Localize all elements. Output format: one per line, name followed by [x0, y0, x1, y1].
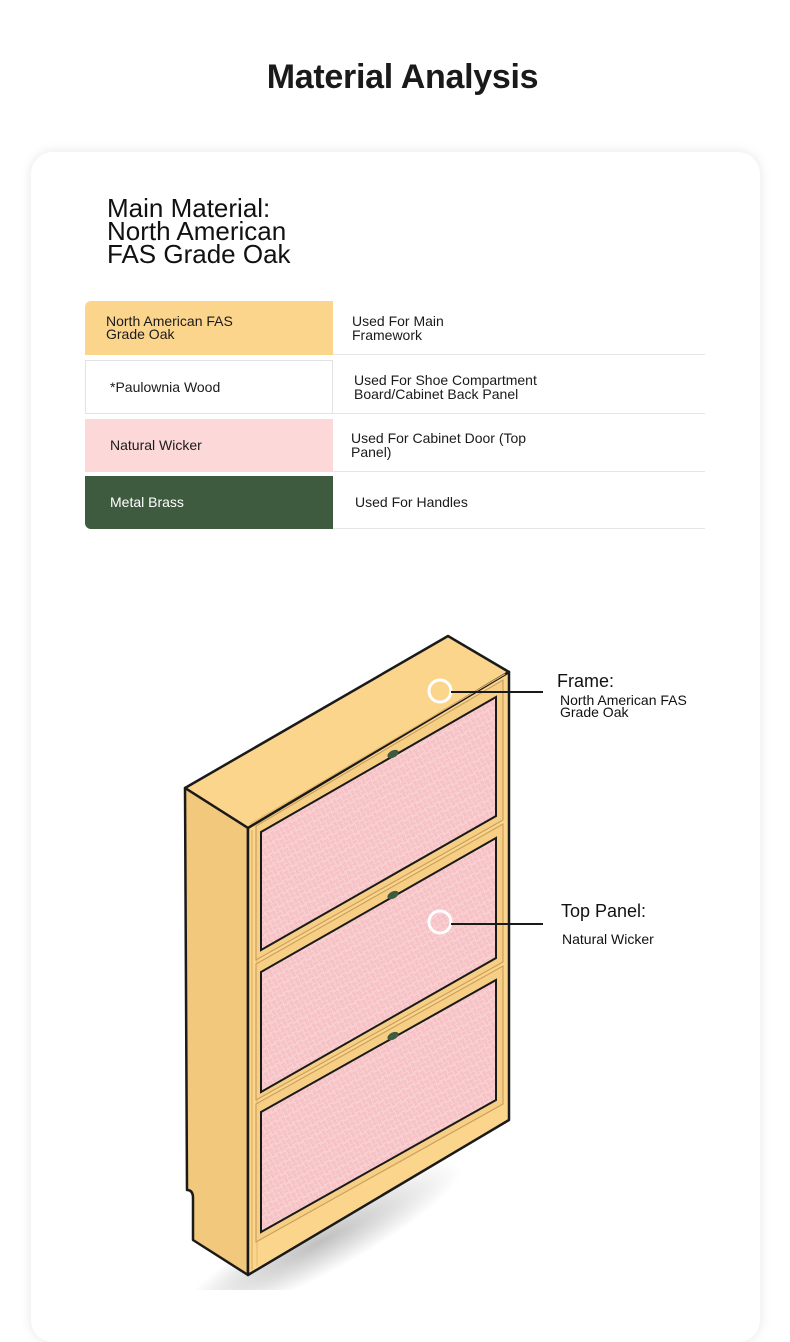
frame-callout-material: North American FAS Grade Oak	[560, 692, 687, 720]
frame-callout-title: Frame:	[557, 671, 615, 691]
material-row-oak	[85, 301, 705, 355]
shoe-cabinet-illustration	[160, 630, 720, 1290]
material-use: Used For Main Framework	[333, 301, 705, 355]
material-use: Used For Shoe Compartment Board/Cabinet Back Panel	[333, 360, 705, 414]
top-panel-callout-material: Natural Wicker	[562, 931, 654, 947]
material-use: Used For Handles	[333, 476, 705, 529]
cabinet-side-panel	[185, 788, 248, 1275]
material-name: Metal Brass	[85, 476, 333, 529]
top-panel-callout-title: Top Panel:	[561, 901, 647, 921]
material-name: *Paulownia Wood	[85, 360, 333, 414]
page-title: Material Analysis	[266, 58, 539, 96]
material-name: North American FAS Grade Oak	[85, 301, 333, 355]
material-name: Natural Wicker	[85, 419, 333, 472]
main-material-heading: Main Material: North American FAS Grade Oak	[107, 193, 291, 269]
material-row-wicker	[85, 419, 705, 472]
material-use: Used For Cabinet Door (Top Panel)	[333, 419, 705, 472]
material-row-paulownia	[85, 360, 705, 414]
material-row-brass	[85, 476, 705, 529]
